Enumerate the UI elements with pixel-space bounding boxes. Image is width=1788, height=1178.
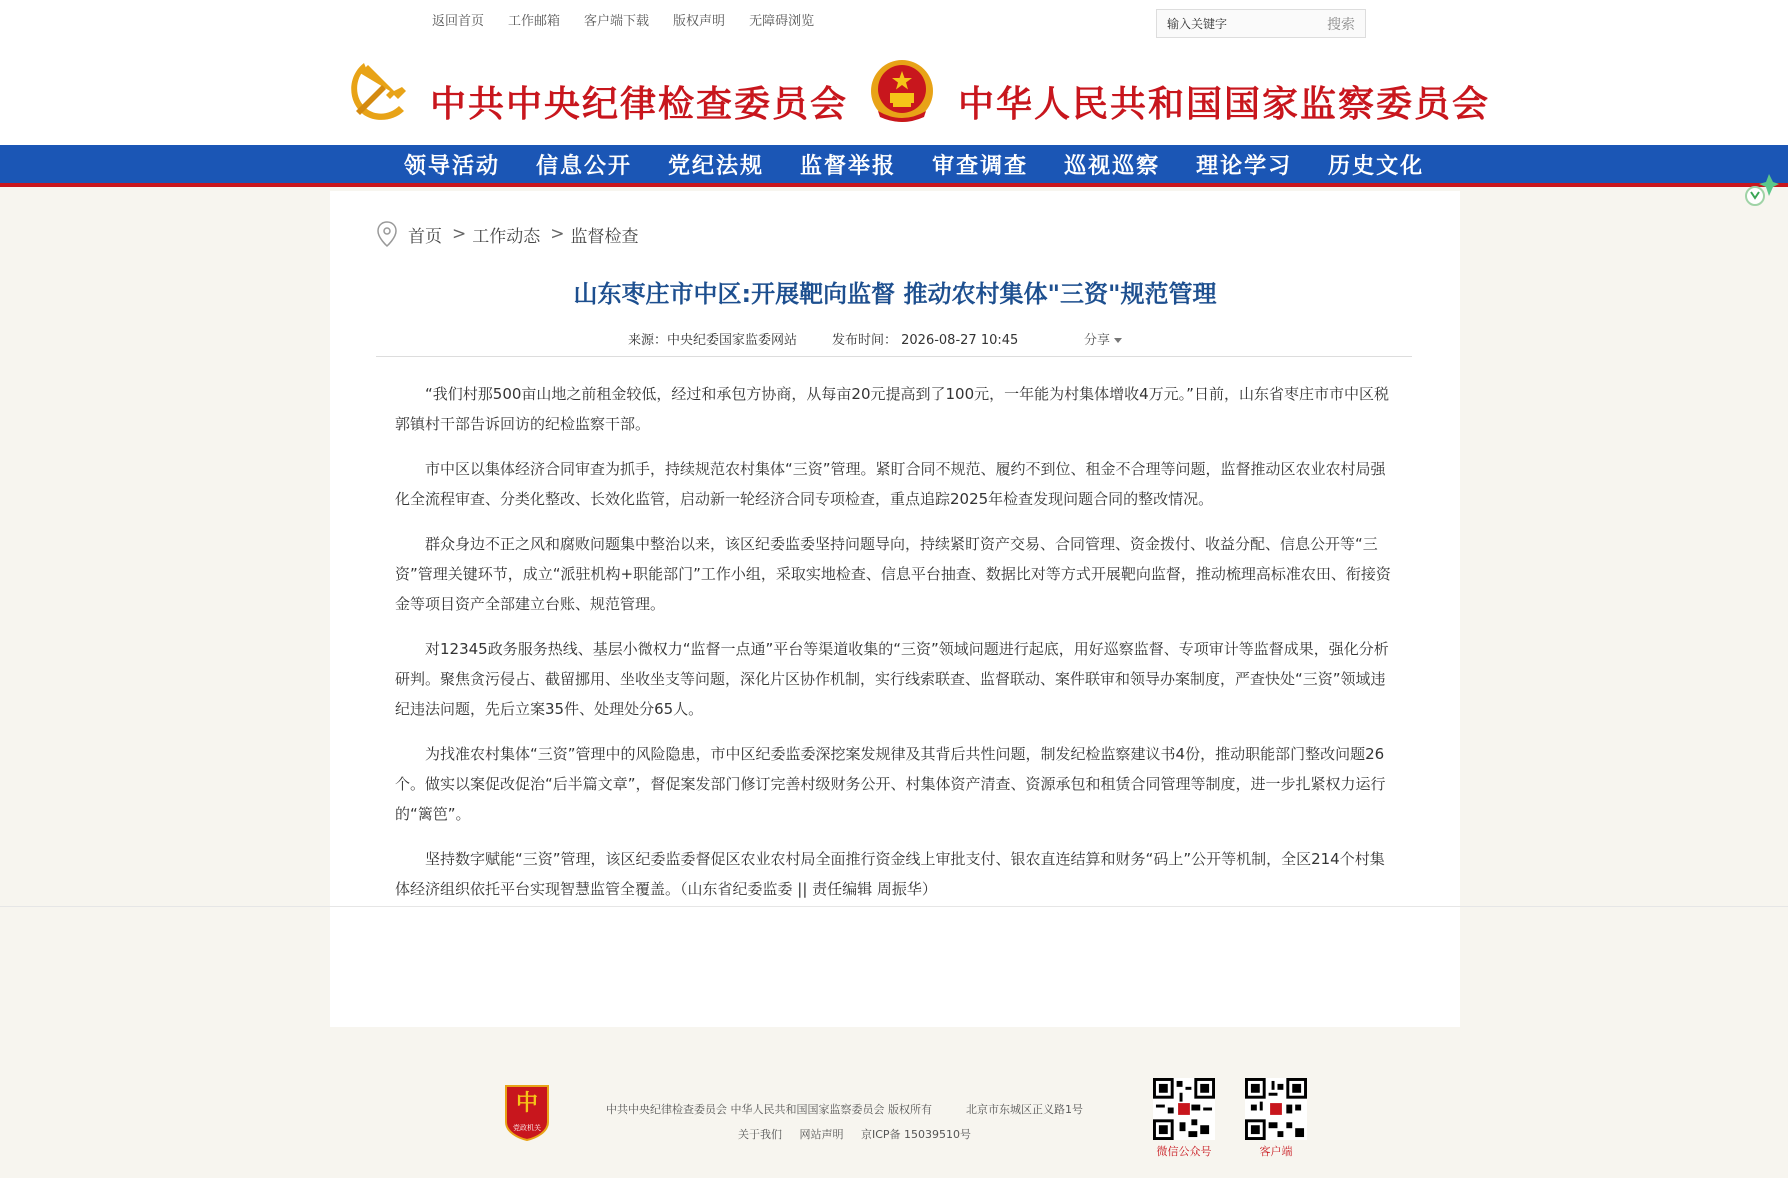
wechat-qr-label: 微信公众号 — [1156, 1145, 1212, 1158]
national-supervision-title: 中华人民共和国国家监察委员会 — [958, 83, 1491, 125]
toplink-mail[interactable]: 工作邮箱 — [508, 14, 561, 29]
article-paragraph: 群众身边不正之风和腐败问题集中整治以来，该区纪委监委坚持问题导向，持续紧盯资产交易、合同管理、资金拨付、收益分配、信息公开等“三资”管理关键环节，成立“派驻机构+职能部门”工作小组，采取实地检查、信息平台抽查、数据比对等方式开展靶向监督，推动梳理高标准农田、衔接资金等项目资产全部建立台账、规范管理。 — [395, 535, 1391, 613]
article-paragraph: 对12345政务服务热线、基层小微权力“监督一点通”平台等渠道收集的“三资”领域问题进行起底，用好巡察监督、专项审计等监督成果，强化分析研判。聚焦贪污侵占、截留挪用、坐收坐支等问题，深化片区协作机制，实行线索联查、监督联动、案件联审和领导办案制度，严查快处“三资”领域违纪违法问题，先后立案35件、处理处分65人。 — [395, 640, 1389, 718]
search-button[interactable]: 搜索 — [1327, 16, 1355, 33]
svg-text:党政机关: 党政机关 — [513, 1124, 541, 1132]
nav-information-disclosure[interactable]: 信息公开 — [536, 153, 633, 179]
breadcrumb-work-news[interactable]: 工作动态 — [472, 226, 541, 247]
content-end-divider — [0, 906, 1788, 907]
article-source: 来源：中央纪委国家监委网站 — [628, 333, 798, 348]
footer-copyright-text: 中共中央纪律检查委员会 中华人民共和国国家监察委员会 版权所有 — [606, 1103, 932, 1116]
share-dropdown[interactable]: 分享 — [1084, 329, 1122, 348]
article-paragraph: 市中区以集体经济合同审查为抓手，持续规范农村集体“三资”管理。紧盯合同不规范、履约不到位、租金不合理等问题，监督推动区农业农村局强化全流程审查、分类化整改、长效化监管，启动新一轮经济合同专项检查，重点追踪2025年检查发现问题合同的整改情况。 — [395, 460, 1386, 508]
footer-links — [738, 1126, 985, 1142]
search-box[interactable] — [1156, 9, 1366, 38]
client-app-qr-code-icon — [1245, 1078, 1307, 1140]
toplink-accessibility[interactable]: 无障碍浏览 — [749, 14, 815, 29]
nav-leadership-activities[interactable]: 领导活动 — [404, 153, 501, 179]
toplink-client-download[interactable]: 客户端下载 — [584, 14, 650, 29]
cpc-commission-title: 中共中央纪律检查委员会 — [430, 83, 849, 125]
location-pin-icon — [376, 221, 398, 247]
article-container — [330, 191, 1460, 1027]
article-paragraph: “我们村那500亩山地之前租金较低，经过和承包方协商，从每亩20元提高到了100元，一年能为村集体增收4万元。”日前，山东省枣庄市市中区税郭镇村干部告诉回访的纪检监察干部。 — [395, 385, 1389, 433]
article-paragraph: 坚持数字赋能“三资”管理，该区纪委监委督促区农业农村局全面推行资金线上审批支付、银农直连结算和财务“码上”公开等机制，全区214个村集体经济组织依托平台实现智慧监管全覆盖。（山东省纪委监委 || 责任编辑 周振华） — [395, 850, 1385, 898]
nav-history-culture[interactable]: 历史文化 — [1328, 153, 1425, 179]
nav-investigation[interactable]: 审查调查 — [932, 153, 1029, 179]
nav-inspection[interactable]: 巡视巡察 — [1064, 153, 1161, 179]
breadcrumb-separator: > — [452, 224, 467, 244]
article-paragraph: 为找准农村集体“三资”管理中的风险隐患，市中区纪委监委深挖案发规律及其背后共性问题，制发纪检监察建议书4份，推动职能部门整改问题26个。做实以案促改促治“后半篇文章”，督促案发部门修订完善村级财务公开、村集体资产清查、资源承包和租赁合同管理等制度，进一步扎紧权力运行的“篱笆”。 — [395, 745, 1386, 823]
wechat-qr-code-icon — [1153, 1078, 1215, 1140]
footer-copyright — [606, 1101, 1083, 1117]
top-header — [0, 0, 1788, 145]
title-divider — [376, 356, 1412, 357]
toplink-copyright[interactable]: 版权声明 — [673, 14, 726, 29]
party-emblem-icon — [342, 55, 410, 125]
breadcrumb-separator: > — [550, 224, 565, 244]
article-publish-time: 发布时间： 2026-08-27 10:45 — [832, 333, 1019, 348]
government-site-badge-icon[interactable] — [502, 1082, 552, 1142]
footer-about-link[interactable]: 关于我们 — [738, 1128, 782, 1141]
breadcrumb-supervision[interactable]: 监督检查 — [570, 226, 639, 247]
main-nav — [0, 145, 1788, 187]
national-emblem-icon — [868, 57, 936, 125]
top-links — [432, 10, 814, 29]
nav-party-regulations[interactable]: 党纪法规 — [668, 153, 765, 179]
nav-theory-study[interactable]: 理论学习 — [1196, 153, 1293, 179]
footer — [0, 1027, 1788, 1178]
article-body — [395, 379, 1395, 919]
assistant-widget-icon[interactable] — [1745, 168, 1781, 212]
footer-address: 北京市东城区正义路1号 — [966, 1103, 1083, 1116]
search-input[interactable]: 输入关键字 — [1167, 17, 1228, 31]
svg-text:中: 中 — [515, 1090, 539, 1116]
breadcrumb — [376, 221, 639, 247]
nav-supervision-report[interactable]: 监督举报 — [800, 153, 897, 179]
breadcrumb-home[interactable]: 首页 — [408, 226, 442, 247]
footer-statement-link[interactable]: 网站声明 — [799, 1128, 844, 1141]
footer-icp-link[interactable]: 京ICP备 15039510号 — [861, 1128, 972, 1141]
client-qr-label: 客户端 — [1259, 1145, 1293, 1158]
article-title: 山东枣庄市中区:开展靶向监督 推动农村集体"三资"规范管理 — [573, 280, 1217, 308]
toplink-home[interactable]: 返回首页 — [432, 14, 485, 29]
